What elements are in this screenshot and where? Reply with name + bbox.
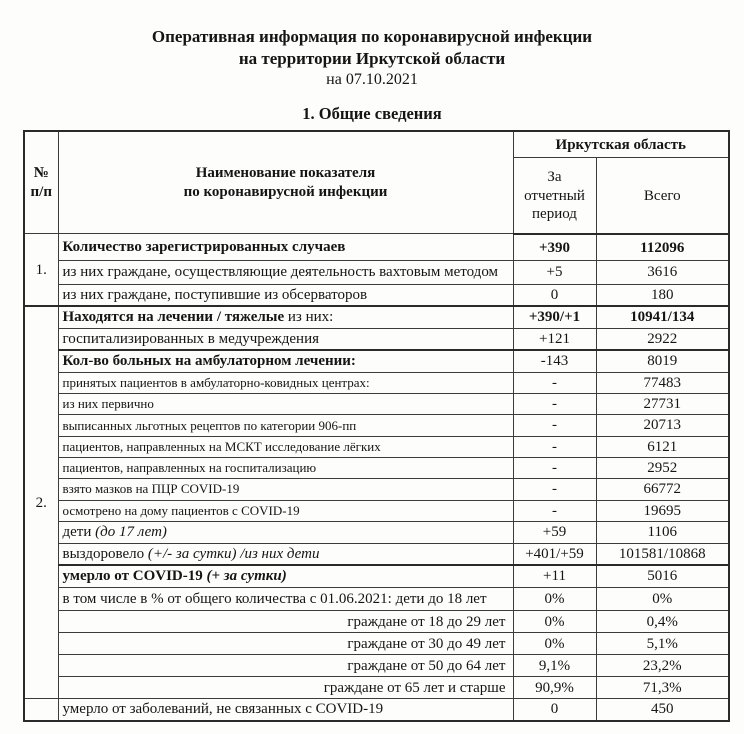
period-value-cell: +121 bbox=[513, 328, 596, 350]
indicator-cell: Кол-во больных на амбулаторном лечении: bbox=[58, 350, 513, 372]
period-value-cell: - bbox=[513, 372, 596, 393]
period-value-cell: -143 bbox=[513, 350, 596, 372]
total-value-cell: 1106 bbox=[596, 521, 729, 543]
indicator-cell: Количество зарегистрированных случаев bbox=[58, 234, 513, 261]
indicator-cell bbox=[58, 565, 513, 587]
total-value-cell: 0,4% bbox=[596, 611, 729, 633]
table-row bbox=[24, 677, 729, 699]
table-row bbox=[24, 611, 729, 633]
indicator-cell: осмотрено на дому пациентов с COVID-19 bbox=[58, 500, 513, 521]
total-value-cell: 23,2% bbox=[596, 655, 729, 677]
col-header-region: Иркутская область bbox=[513, 131, 729, 158]
indicator-label-italic: (+ за сутки) bbox=[206, 568, 287, 585]
table-row bbox=[24, 633, 729, 655]
indicator-label-italic: (+/- за сутки) /из них дети bbox=[147, 545, 320, 562]
table-row bbox=[24, 655, 729, 677]
table-row bbox=[24, 306, 729, 328]
period-value-cell: 0% bbox=[513, 633, 596, 655]
col-header-indicator bbox=[58, 131, 513, 234]
total-value-cell: 20713 bbox=[596, 415, 729, 436]
table-row bbox=[24, 436, 729, 457]
total-value-cell: 6121 bbox=[596, 436, 729, 457]
col-header-num bbox=[24, 131, 58, 234]
page-title-line1: Оперативная информация по коронавирусной инфекции bbox=[151, 27, 593, 46]
total-value-cell: 27731 bbox=[596, 394, 729, 415]
summary-table bbox=[23, 130, 730, 722]
table-row bbox=[24, 261, 729, 284]
total-value-cell: 101581/10868 bbox=[596, 543, 729, 565]
total-value-cell: 3616 bbox=[596, 261, 729, 284]
page-title-line2: на территории Иркутской области bbox=[238, 49, 506, 69]
col-header-num-line2: п/п bbox=[30, 183, 52, 200]
col-header-indicator-line2: по коронавирусной инфекции bbox=[183, 183, 388, 200]
table-row bbox=[24, 415, 729, 436]
table-row bbox=[24, 372, 729, 393]
total-value-cell: 5,1% bbox=[596, 633, 729, 655]
indicator-cell: из них граждане, поступившие из обсерваторов bbox=[58, 284, 513, 306]
period-value-cell: - bbox=[513, 479, 596, 500]
period-value-cell: - bbox=[513, 436, 596, 457]
indicator-label: дети bbox=[62, 524, 92, 541]
indicator-cell: граждане от 50 до 64 лет bbox=[58, 655, 513, 677]
indicator-cell: принятых пациентов в амбулаторно-ковидных центрах: bbox=[58, 372, 513, 393]
period-value-cell: 0 bbox=[513, 699, 596, 721]
total-value-cell: 2922 bbox=[596, 328, 729, 350]
row-number-cell: 1. bbox=[24, 234, 58, 306]
table-row bbox=[24, 587, 729, 610]
period-value-cell: +11 bbox=[513, 565, 596, 587]
total-value-cell: 71,3% bbox=[596, 677, 729, 699]
row-number-cell bbox=[24, 699, 58, 721]
total-value-cell: 450 bbox=[596, 699, 729, 721]
period-value-cell: +390 bbox=[513, 234, 596, 261]
section-heading: 1. Общие сведения bbox=[302, 103, 442, 123]
indicator-cell: пациентов, направленных на госпитализацию bbox=[58, 457, 513, 478]
table-row bbox=[24, 479, 729, 500]
indicator-cell: граждане от 65 лет и старше bbox=[58, 677, 513, 699]
period-value-cell: 9,1% bbox=[513, 655, 596, 677]
indicator-label: умерло от COVID-19 bbox=[62, 568, 203, 585]
table-header-region-row bbox=[24, 131, 729, 158]
table-row bbox=[24, 699, 729, 721]
total-value-cell: 0% bbox=[596, 587, 729, 610]
total-value-cell: 10941/134 bbox=[596, 306, 729, 328]
indicator-label: выздоровело bbox=[62, 545, 145, 562]
indicator-cell: граждане от 18 до 29 лет bbox=[58, 611, 513, 633]
table-row bbox=[24, 565, 729, 587]
indicator-cell bbox=[58, 521, 513, 543]
row-number-cell: 2. bbox=[24, 306, 58, 698]
period-value-cell: 0% bbox=[513, 587, 596, 610]
indicator-label-italic: (до 17 лет) bbox=[95, 524, 167, 541]
indicator-label-suffix: из них: bbox=[287, 309, 334, 326]
period-value-cell: - bbox=[513, 500, 596, 521]
period-value-cell: 0% bbox=[513, 611, 596, 633]
total-value-cell: 66772 bbox=[596, 479, 729, 500]
period-value-cell: +390/+1 bbox=[513, 306, 596, 328]
period-value-cell: +59 bbox=[513, 521, 596, 543]
indicator-cell: пациентов, направленных на МСКТ исследование лёгких bbox=[58, 436, 513, 457]
period-value-cell: - bbox=[513, 415, 596, 436]
table-row bbox=[24, 543, 729, 565]
table-row bbox=[24, 394, 729, 415]
table-row bbox=[24, 350, 729, 372]
period-value-cell: +401/+59 bbox=[513, 543, 596, 565]
table-row bbox=[24, 457, 729, 478]
table-row bbox=[24, 521, 729, 543]
indicator-label: Находятся на лечении / тяжелые bbox=[62, 309, 285, 326]
period-value-cell: 90,9% bbox=[513, 677, 596, 699]
table-row bbox=[24, 500, 729, 521]
report-date: на 07.10.2021 bbox=[326, 71, 418, 89]
table-row bbox=[24, 328, 729, 350]
period-value-cell: - bbox=[513, 457, 596, 478]
col-header-total: Всего bbox=[596, 158, 729, 234]
indicator-cell bbox=[58, 306, 513, 328]
indicator-cell: граждане от 30 до 49 лет bbox=[58, 633, 513, 655]
indicator-cell: из них первично bbox=[58, 394, 513, 415]
indicator-cell: в том числе в % от общего количества с 01.06.2021: дети до 18 лет bbox=[58, 587, 513, 610]
col-header-num-line1: № bbox=[33, 165, 49, 182]
total-value-cell: 5016 bbox=[596, 565, 729, 587]
indicator-cell: выписанных льготных рецептов по категории 906-пп bbox=[58, 415, 513, 436]
period-value-cell: - bbox=[513, 394, 596, 415]
total-value-cell: 77483 bbox=[596, 372, 729, 393]
total-value-cell: 2952 bbox=[596, 457, 729, 478]
document-header bbox=[0, 0, 744, 124]
indicator-cell: взято мазков на ПЦР COVID-19 bbox=[58, 479, 513, 500]
col-header-period: За отчетный период bbox=[513, 158, 596, 234]
period-value-cell: 0 bbox=[513, 284, 596, 306]
indicator-cell: госпитализированных в медучреждения bbox=[58, 328, 513, 350]
total-value-cell: 8019 bbox=[596, 350, 729, 372]
table-row bbox=[24, 284, 729, 306]
total-value-cell: 19695 bbox=[596, 500, 729, 521]
col-header-indicator-line1: Наименование показателя bbox=[195, 165, 376, 182]
table-row bbox=[24, 234, 729, 261]
indicator-cell: умерло от заболеваний, не связанных с COVID-19 bbox=[58, 699, 513, 721]
indicator-cell bbox=[58, 543, 513, 565]
period-value-cell: +5 bbox=[513, 261, 596, 284]
indicator-cell: из них граждане, осуществляющие деятельность вахтовым методом bbox=[58, 261, 513, 284]
total-value-cell: 180 bbox=[596, 284, 729, 306]
total-value-cell: 112096 bbox=[596, 234, 729, 261]
